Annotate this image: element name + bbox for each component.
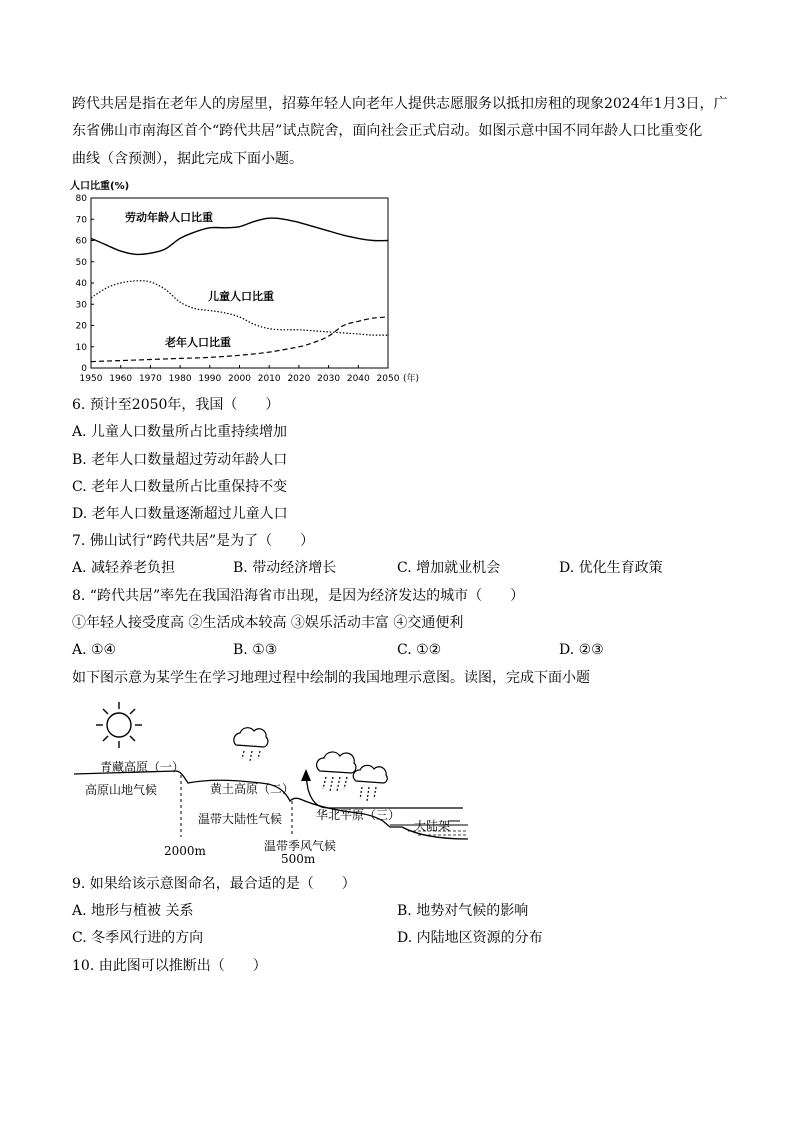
q10-stem: 10. 由此图可以推断出（ ） — [72, 958, 267, 974]
q9-option-a[interactable]: A. 地形与植被 关系 — [72, 903, 194, 919]
q8-option-c[interactable]: C. ①② — [397, 642, 442, 658]
series-label-elderly: 老年人口比重 — [165, 336, 231, 349]
intro-2: 如下图示意为某学生在学习地理过程中绘制的我国地理示意图。读图，完成下面小题 — [72, 670, 590, 686]
intro-line-1: 跨代共居是指在老年人的房屋里，招募年轻人向老年人提供志愿服务以抵扣房租的现象2024年1月3日，广 — [72, 96, 728, 112]
label-2000m: 2000m — [164, 844, 206, 858]
x-tick-label: 1960 — [109, 374, 133, 384]
x-tick-label: 1990 — [198, 374, 222, 384]
q6-option-c[interactable]: C. 老年人口数量所占比重保持不变 — [72, 479, 288, 495]
y-tick-label: 10 — [75, 342, 87, 353]
q8-stem: 8. “跨代共居”率先在我国沿海省市出现，是因为经济发达的城市（ ） — [72, 588, 525, 604]
x-axis-unit: (年) — [403, 374, 420, 384]
x-tick-label: 2050 — [376, 374, 400, 384]
q8-option-b[interactable]: B. ①③ — [233, 642, 278, 658]
q8-sub-items: ①年轻人接受度高 ②生活成本较高 ③娱乐活动丰富 ④交通便利 — [72, 615, 464, 631]
series-label-labor: 劳动年龄人口比重 — [125, 211, 213, 224]
y-tick-label: 50 — [75, 257, 87, 268]
series-line-children — [91, 281, 388, 335]
q7-stem: 7. 佛山试行“跨代共居”是为了（ ） — [72, 533, 315, 549]
population-ratio-chart — [60, 176, 440, 388]
cloud-rain-icon — [353, 765, 387, 801]
x-tick-label: 1980 — [168, 374, 192, 384]
label-qinghai-tibet: 青藏高原（一） — [100, 760, 185, 774]
q7-option-a[interactable]: A. 减轻养老负担 — [72, 560, 176, 576]
y-tick-label: 0 — [81, 364, 87, 374]
y-tick-label: 30 — [75, 300, 87, 311]
q8-option-a[interactable]: A. ①④ — [72, 642, 117, 658]
label-loess-plateau: 黄土高原（二） — [210, 782, 295, 796]
y-axis-label: 人口比重(%) — [70, 181, 130, 192]
intro-line-2: 东省佛山市南海区首个“跨代共居”试点院舍，面向社会正式启动。如图示意中国不同年龄人口比重变化 — [72, 123, 703, 139]
series-label-children: 儿童人口比重 — [208, 290, 274, 303]
x-tick-label: 1950 — [79, 374, 103, 384]
label-500m: 500m — [281, 852, 316, 866]
q7-option-c[interactable]: C. 增加就业机会 — [397, 560, 501, 576]
x-tick-label: 2030 — [317, 374, 341, 384]
sun-icon — [96, 702, 142, 748]
y-tick-label: 70 — [75, 215, 87, 226]
q6-stem: 6. 预计至2050年，我国（ ） — [72, 397, 280, 413]
q8-option-d[interactable]: D. ②③ — [559, 642, 604, 658]
x-tick-label: 1970 — [138, 374, 162, 384]
label-continental-climate: 温带大陆性气候 — [198, 812, 283, 826]
label-plateau-climate: 高原山地气候 — [85, 783, 158, 797]
x-tick-label: 2010 — [257, 374, 281, 384]
x-tick-label: 2040 — [346, 374, 370, 384]
x-tick-label: 2000 — [228, 374, 251, 384]
y-tick-label: 20 — [75, 321, 87, 332]
q9-option-b[interactable]: B. 地势对气候的影响 — [397, 903, 529, 919]
q6-option-a[interactable]: A. 儿童人口数量所占比重持续增加 — [72, 424, 288, 440]
x-tick-label: 2020 — [287, 374, 311, 384]
q9-stem: 9. 如果给该示意图命名，最合适的是（ ） — [72, 876, 356, 892]
q9-option-c[interactable]: C. 冬季风行进的方向 — [72, 930, 204, 946]
geography-diagram — [68, 697, 478, 867]
q6-option-d[interactable]: D. 老年人口数量逐渐超过儿童人口 — [72, 506, 288, 522]
q9-option-d[interactable]: D. 内陆地区资源的分布 — [397, 930, 543, 946]
cloud-rain-icon — [234, 728, 268, 761]
q6-option-b[interactable]: B. 老年人口数量超过劳动年龄人口 — [72, 452, 288, 468]
series-line-elderly — [91, 317, 388, 362]
q7-option-b[interactable]: B. 带动经济增长 — [233, 560, 337, 576]
y-tick-label: 80 — [75, 194, 87, 204]
label-north-china-plain: 华北平原（三） — [316, 808, 401, 822]
q7-option-d[interactable]: D. 优化生育政策 — [559, 560, 663, 576]
y-tick-label: 60 — [75, 236, 87, 247]
y-tick-label: 40 — [75, 279, 87, 289]
arrowhead-icon — [301, 769, 311, 781]
label-monsoon-climate: 温带季风气候 — [264, 839, 337, 853]
cloud-rain-icon — [317, 752, 356, 791]
intro-line-3: 曲线（含预测），据此完成下面小题。 — [72, 151, 303, 167]
label-shelf: 大陆架 — [414, 819, 451, 833]
